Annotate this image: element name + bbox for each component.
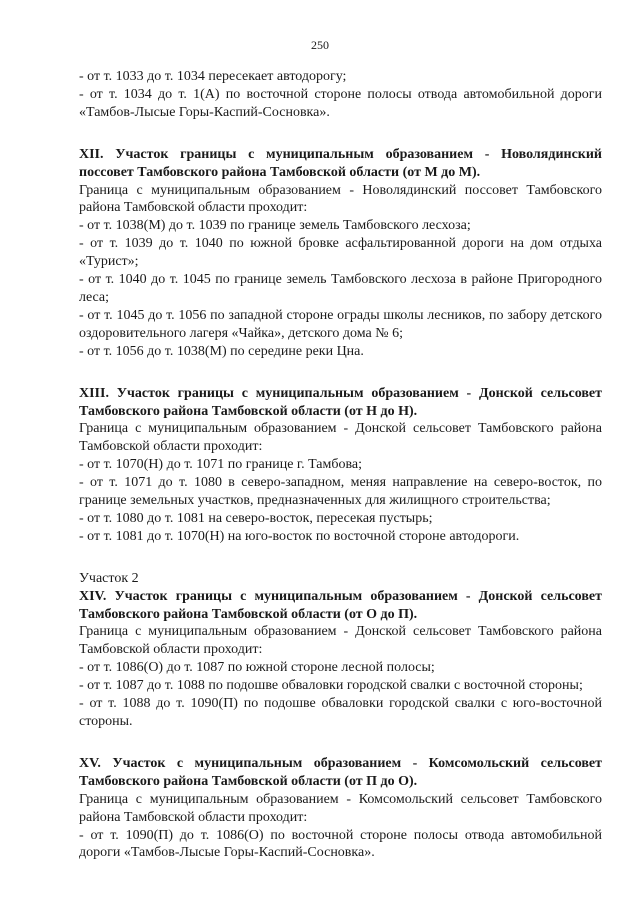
subsection-label: Участок 2 bbox=[79, 570, 139, 586]
section-heading: XV. Участок с муниципальным образованием - Комсомольский сельсовет Тамбовского района Тамбовской области (от П до О). bbox=[79, 755, 602, 789]
section-item: - от т. 1056 до т. 1038(М) по середине реки Цна. bbox=[79, 343, 364, 359]
section-lead: Граница с муниципальным образованием - Донской сельсовет Тамбовского района Тамбовской области проходит: bbox=[79, 421, 602, 455]
page-number: 250 bbox=[311, 38, 329, 52]
section-item: - от т. 1081 до т. 1070(Н) на юго-восток по восточной стороне автодороги. bbox=[79, 528, 520, 544]
section-lead: Граница с муниципальным образованием - Донской сельсовет Тамбовского района Тамбовской области проходит: bbox=[79, 624, 602, 658]
section-item: - от т. 1038(М) до т. 1039 по границе земель Тамбовского лесхоза; bbox=[79, 218, 471, 234]
section-xiii bbox=[79, 385, 602, 546]
intro-line: - от т. 1033 до т. 1034 пересекает автодорогу; bbox=[79, 69, 347, 84]
section-heading: XIII. Участок границы с муниципальным образованием - Донской сельсовет Тамбовского района Тамбовской области (от Н до Н). bbox=[79, 385, 602, 419]
section-lead: Граница с муниципальным образованием - Новолядинский поссовет Тамбовского района Тамбовской области проходит: bbox=[79, 182, 602, 216]
section-lead: Граница с муниципальным образованием - Комсомольский сельсовет Тамбовского района Тамбовской области проходит: bbox=[79, 791, 602, 825]
section-xiv bbox=[79, 570, 602, 731]
section-xii bbox=[79, 146, 602, 361]
intro-block bbox=[79, 68, 602, 122]
intro-line: - от т. 1034 до т. 1(А) по восточной стороне полосы отвода автомобильной дороги «Тамбов-Лысые Горы-Каспий-Сосновка». bbox=[79, 86, 602, 120]
document-body bbox=[79, 68, 602, 862]
section-heading: XII. Участок границы с муниципальным образованием - Новолядинский поссовет Тамбовского района Тамбовской области (от М до М). bbox=[79, 146, 602, 180]
section-item: - от т. 1088 до т. 1090(П) по подошве обваловки городской свалки с юго-восточной стороны. bbox=[79, 696, 602, 729]
section-heading: XIV. Участок границы с муниципальным образованием - Донской сельсовет Тамбовского района Тамбовской области (от О до П). bbox=[79, 588, 602, 622]
section-item: - от т. 1040 до т. 1045 по границе земель Тамбовского лесхоза в районе Пригородного леса; bbox=[79, 272, 602, 305]
section-xv bbox=[79, 755, 602, 862]
section-item: - от т. 1087 до т. 1088 по подошве обваловки городской свалки с восточной стороны; bbox=[79, 678, 583, 694]
section-item: - от т. 1086(О) до т. 1087 по южной стороне лесной полосы; bbox=[79, 660, 435, 676]
section-item: - от т. 1070(Н) до т. 1071 по границе г. Тамбова; bbox=[79, 457, 363, 473]
section-item: - от т. 1039 до т. 1040 по южной бровке асфальтированной дороги на дом отдыха «Турист»; bbox=[79, 236, 602, 270]
section-item: - от т. 1071 до т. 1080 в северо-западном, меняя направление на северо-восток, по границе земельных участков, предназначенных для жилищного строительства; bbox=[79, 475, 602, 509]
section-item: - от т. 1090(П) до т. 1086(О) по восточной стороне полосы отвода автомобильной дороги «Тамбов-Лысые Горы-Каспий-Сосновка». bbox=[79, 827, 602, 861]
section-item: - от т. 1080 до т. 1081 на северо-восток, пересекая пустырь; bbox=[79, 510, 433, 526]
section-item: - от т. 1045 до т. 1056 по западной стороне ограды школы лесников, по забору детского оздоровительного лагеря «Чайка», детского дома № 6; bbox=[79, 307, 602, 341]
